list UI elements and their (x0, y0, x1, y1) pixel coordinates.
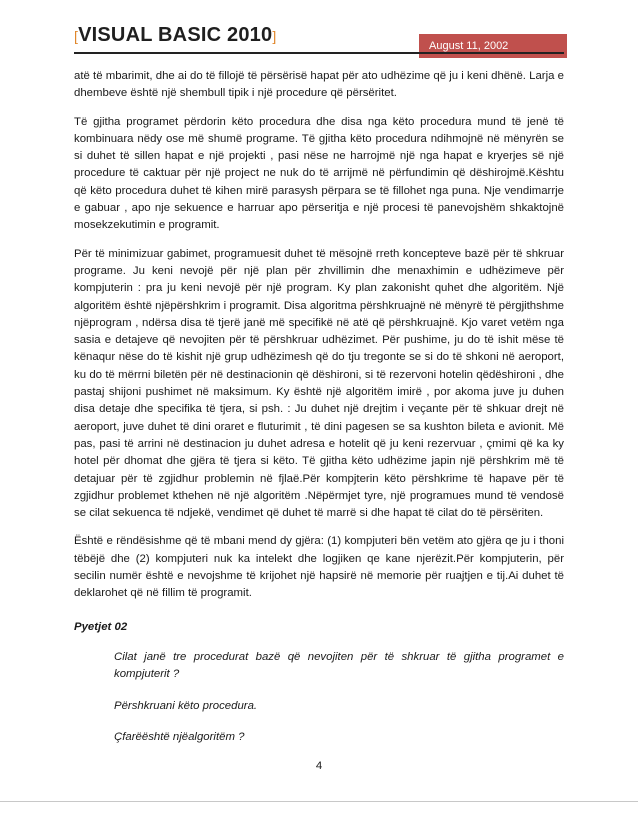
section-heading: Pyetjet 02 (74, 620, 128, 633)
header-rule (74, 52, 564, 54)
question-item: Cilat janë tre procedurat bazë që nevojiten për të shkruar të gjitha programet e kompjuterit ? (114, 650, 564, 681)
question-item: Përshkruani këto procedura. (114, 699, 258, 712)
header-date: August 11, 2002 (419, 34, 567, 58)
paragraph: Për të minimizuar gabimet, programuesit duhet të mësojnë rreth koncepteve bazë për të shkruar programe. Ju keni nevojë për një plan për zhvillimin dhe menaxhimin e udhëzimeve për kompjuterin : pra ju keni nevojë për një program. Ky plan zakonisht quhet dhe algoritëm. Një algoritëm është njëpërshkrim i programit. Disa algoritma përshkruajnë në mënyrë të përgjithshme njëprogram , ndërsa disa të tjerë janë më specifikë në atë që përshkruajnë. Kjo varet vetëm nga sasia e detajeve që nevojiten për të përshkruar udhëzimet. Për pushime, ju do të ishit mëse të kënaqur nëse do të kishit një grup udhëzimesh që do tju tregonte se si do të shkoni në aeroport, ku do të mërrni biletën për në destinacionin që dëshironi, si të rezervoni hotelin qëdëshironi , dhe pastaj shijoni pushimet në maksimum. Ky është një algoritëm imirë , por akoma juve ju duhen disa detaje dhe specifika të tjera, si psh. : Ju duhet një drejtim i veçante për të shkuar drejt në aeroport, juve duhet të dini oraret e fluturimit , të dini pagesen se sa kushton bileta e avionit. Më pas, pasi të arrini në destinacion ju duhet adresa e hotelit që ju keni rezervuar , çmimi që ka ky hotel për dhomat dhe gjëra të tjera si këto. Të gjitha këto udhëzime japin një përshkrim më të detajuar për të zgjidhur problemin në fjlaë.Për kompjterin këto përshkrime të hapave për të zgjidhur problemet kthehen në një algoritëm .Nëpërmjet tyre, një programues mund të vendosë se cilat sekuenca të ndjekë, vendimet që duhet të marrë si dhe hapat të cilat do të përsëriten. (74, 247, 564, 520)
paragraph: Të gjitha programet përdorin këto procedura dhe disa nga këto procedura mund të jenë të kombinuara nëdy ose më shumë programe. Të gjitha këto procedura ndihmojnë në mënyrën se si duhet të sillen hapat e një projekti , pasi nëse ne harrojmë një nga hapat e kryerjes së një procedure të caktuar për një project ne nuk do të arrijmë në përfundimin që dëshirojmë.Kështu që këto procedura duhet të kihen mirë parasysh përpara se të fillohet nga puna. Nje vendimarrje e gabuar , apo nje sekuence e harruar apo përseritja e një procesi të panevojshëm shkaktojnë mosekzekutimin e programit. (74, 115, 564, 232)
title-bracket-open: [ (74, 28, 79, 44)
document-title (74, 24, 276, 47)
title-text: VISUAL BASIC 2010 (78, 24, 273, 46)
page-header (74, 20, 564, 54)
title-bracket-close: ] (272, 28, 277, 44)
paragraph: atë të mbarimit, dhe ai do të fillojë të përsërisë hapat për ato udhëzime që ju i keni dhënë. Larja e dhembeve është një shembull tipik i një procedure që përsëritet. (74, 70, 564, 100)
document-body (74, 68, 564, 760)
question-item: Çfarëështë njëalgoritëm ? (114, 730, 245, 743)
page-number: 4 (315, 760, 323, 772)
footer-rule (0, 801, 638, 802)
paragraph: Është e rëndësishme që të mbani mend dy gjëra: (1) kompjuteri bën vetëm ato gjëra qe ju i thoni tëbëjë dhe (2) kompjuteri nuk ka intelekt dhe logjiken qe kane njerëzit.Për kompjuterin, për secilin numër është e nevojshme të krijohet një hapsirë në memorie për ruajtjen e tij.Ai duhet të deklarohet që në fillim të programit. (74, 535, 564, 600)
